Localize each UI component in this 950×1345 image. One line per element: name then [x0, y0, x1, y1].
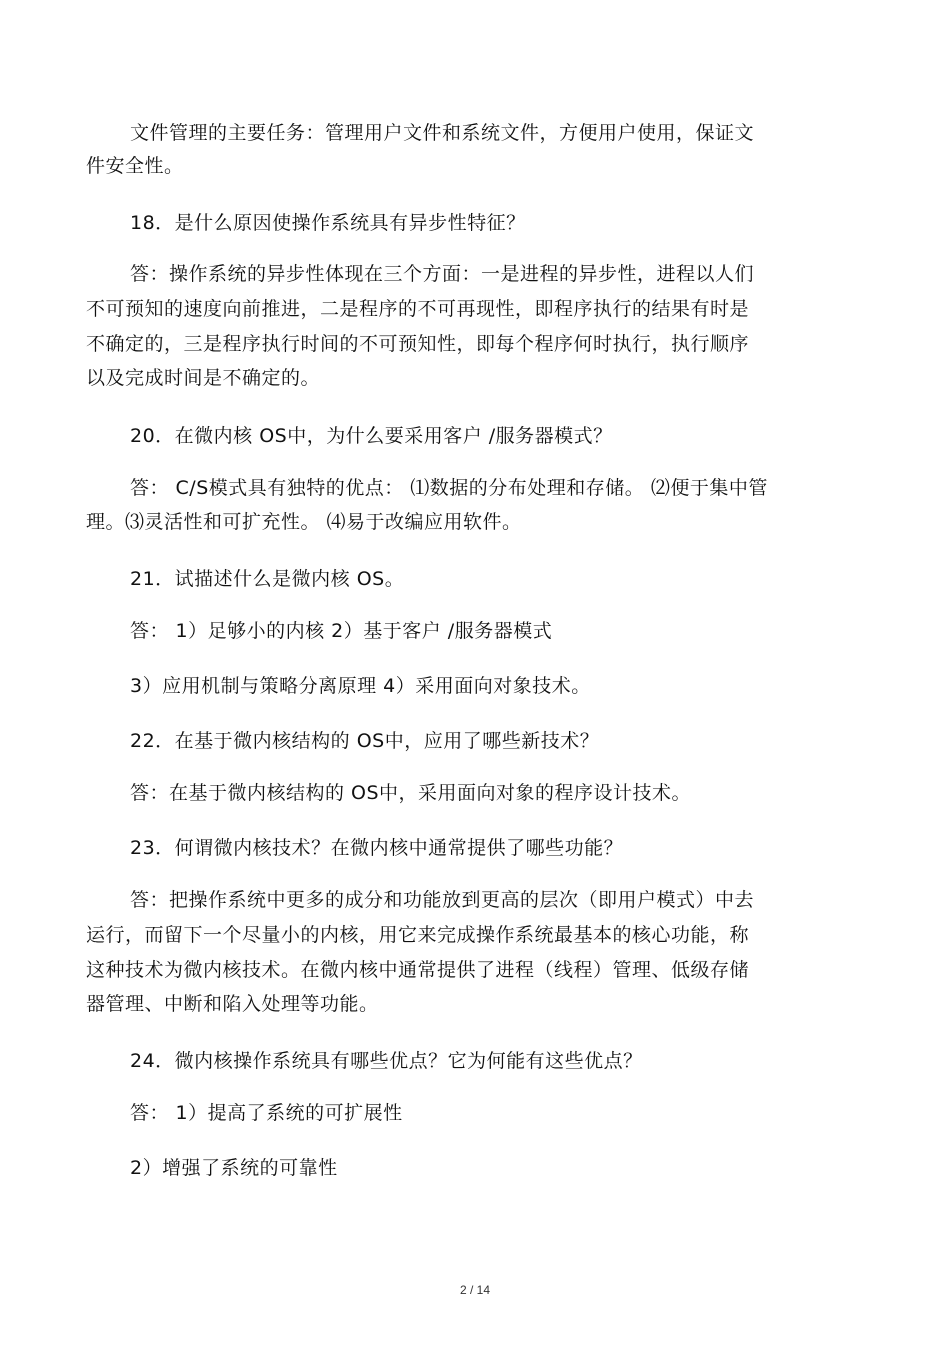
paragraph-line: 这种技术为微内核技术。在微内核中通常提供了进程（线程）管理、低级存储 [86, 959, 750, 981]
page-number: 2 / 14 [459, 1283, 491, 1297]
question-heading: 18．是什么原因使操作系统具有异步性特征？ [130, 212, 526, 234]
paragraph-line: 文件管理的主要任务：管理用户文件和系统文件，方便用户使用，保证文 [130, 122, 755, 144]
paragraph-line: 2）增强了系统的可靠性 [130, 1157, 338, 1179]
paragraph-line: 以及完成时间是不确定的。 [86, 367, 321, 389]
paragraph-line: 不可预知的速度向前推进，二是程序的不可再现性，即程序执行的结果有时是 [86, 298, 750, 320]
question-heading: 20．在微内核 OS中，为什么要采用客户 /服务器模式？ [130, 425, 613, 447]
paragraph-line: 件安全性。 [86, 155, 184, 177]
paragraph-line: 答： C/S模式具有独特的优点： ⑴数据的分布处理和存储。 ⑵便于集中管 [130, 477, 768, 499]
question-heading: 24．微内核操作系统具有哪些优点？它为何能有这些优点？ [130, 1050, 643, 1072]
paragraph-line: 答： 1）足够小的内核 2）基于客户 /服务器模式 [130, 620, 553, 642]
paragraph-line: 3）应用机制与策略分离原理 4）采用面向对象技术。 [130, 675, 591, 697]
paragraph-line: 器管理、中断和陷入处理等功能。 [86, 993, 379, 1015]
question-heading: 22．在基于微内核结构的 OS中，应用了哪些新技术？ [130, 730, 600, 752]
paragraph-line: 运行，而留下一个尽量小的内核，用它来完成操作系统最基本的核心功能，称 [86, 924, 750, 946]
paragraph-line: 答：操作系统的异步性体现在三个方面：一是进程的异步性，进程以人们 [130, 263, 755, 285]
question-heading: 23．何谓微内核技术？在微内核中通常提供了哪些功能？ [130, 837, 624, 859]
paragraph-line: 答：把操作系统中更多的成分和功能放到更高的层次（即用户模式）中去 [130, 889, 755, 911]
paragraph-line: 理。⑶灵活性和可扩充性。 ⑷易于改编应用软件。 [86, 511, 522, 533]
paragraph-line: 不确定的，三是程序执行时间的不可预知性，即每个程序何时执行，执行顺序 [86, 333, 750, 355]
question-heading: 21．试描述什么是微内核 OS。 [130, 568, 405, 590]
paragraph-line: 答：在基于微内核结构的 OS中，采用面向对象的程序设计技术。 [130, 782, 692, 804]
paragraph-line: 答： 1）提高了系统的可扩展性 [130, 1102, 403, 1124]
